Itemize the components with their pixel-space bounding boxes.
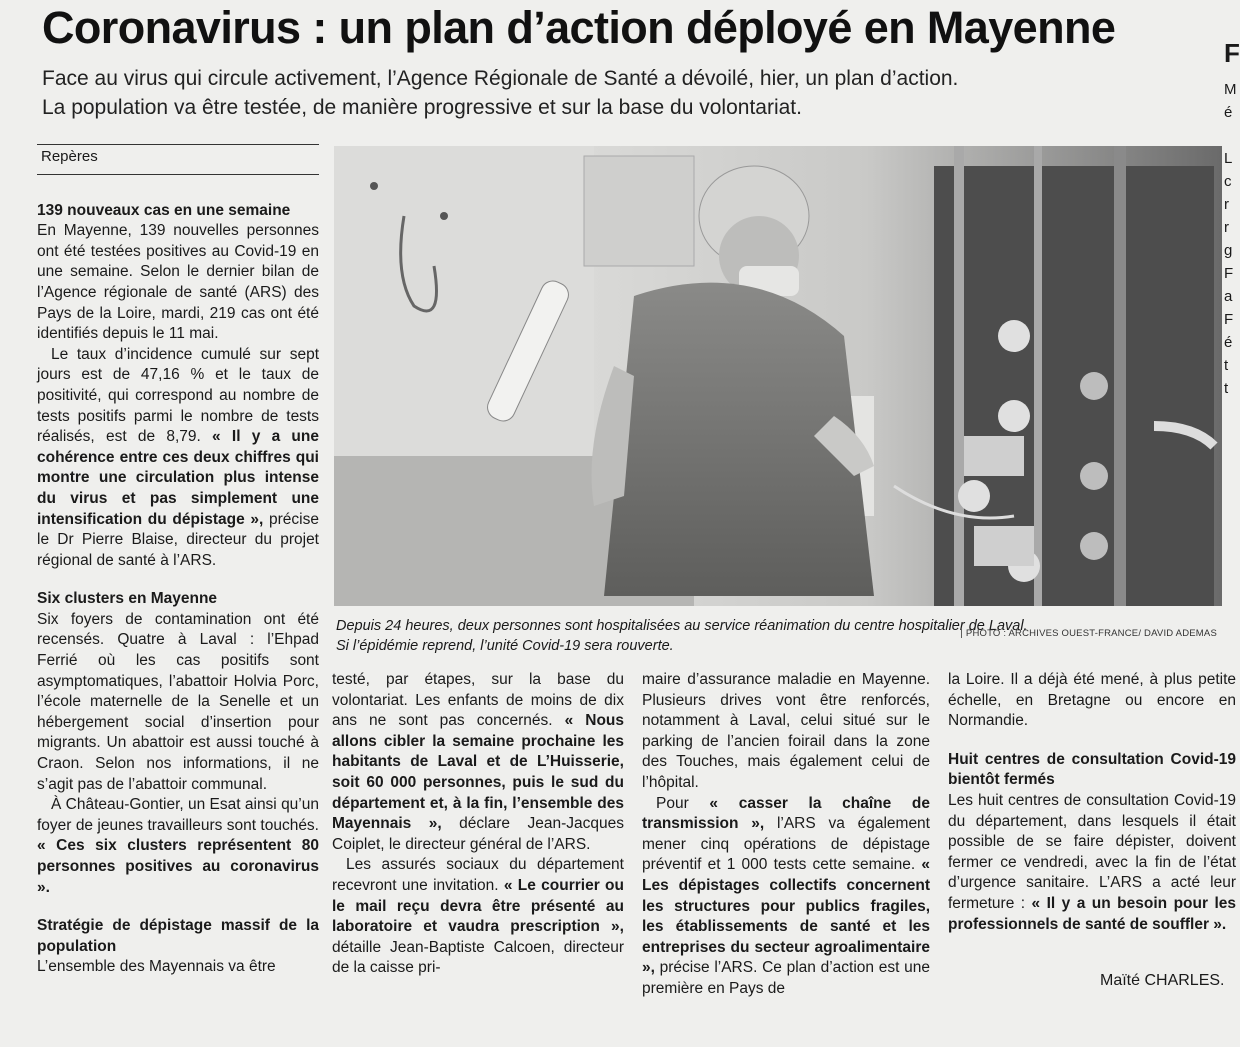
- paragraph: [332, 855, 624, 979]
- quote: « Nous allons cibler la semaine prochaine les habitants de Laval et de L’Huisserie, soit 60 000 personnes, puis le sud du département et, à la fin, l’ensemble des Mayennais »,: [332, 712, 624, 833]
- text-run: Pour: [656, 794, 710, 812]
- quote: « Il y a un besoin pour les professionnels de santé de souffler ».: [948, 894, 1236, 933]
- adjacent-article-title: F: [1224, 38, 1240, 68]
- paragraph: maire d’assurance maladie en Mayenne. Plusieurs drives vont être renforcés, notamment à Laval, celui situé sur le parking de l’ancien foirail dans la zone des Touches, mais également celui de l’hôpital.: [642, 671, 930, 791]
- adjacent-line: F: [1224, 265, 1234, 282]
- adjacent-line: r: [1224, 219, 1229, 236]
- adjacent-line: [1224, 124, 1239, 147]
- text-run: Le taux d’incidence cumulé sur sept jours est de 47,16 % et le taux de positivité, qui correspond au nombre de tests positifs parmi le nombre de tests réalisés, est de 8,79.: [37, 345, 319, 446]
- photo-illustration: [334, 146, 1222, 606]
- standfirst-line-2: La population va être testée, de manière progressive et sur la base du volontariat.: [42, 96, 802, 119]
- text-run: À Château-Gontier, un Esat ainsi qu’un foyer de jeunes travailleurs sont touchés.: [37, 796, 319, 834]
- standfirst-line-1: Face au virus qui circule activement, l’Agence Régionale de Santé a dévoilé, hier, un plan d’action.: [42, 67, 959, 90]
- section-title-centres: Huit centres de consultation Covid-19 bientôt fermés: [948, 750, 1236, 789]
- adjacent-article-fragment: [1224, 38, 1240, 397]
- adjacent-line: M: [1224, 81, 1237, 98]
- adjacent-line: L: [1224, 150, 1233, 167]
- text-run: Les huit centres de consultation Covid-19 du département, dans lesquels il était possible de se faire dépister, doivent fermer ce vendredi, avec la fin de l’état d’urgence sanitaire. L’ARS a acté leur fermeture :: [948, 791, 1236, 912]
- adjacent-line: é: [1224, 334, 1233, 351]
- caption-line-1: Depuis 24 heures, deux personnes sont hospitalisées au service réanimation du centre hospitalier de Laval.: [336, 618, 1028, 634]
- section-title-cases: 139 nouveaux cas en une semaine: [37, 201, 291, 219]
- paragraph: [642, 794, 930, 1000]
- reperes-column: [37, 144, 319, 978]
- adjacent-line: é: [1224, 104, 1233, 121]
- quote: « casser la chaîne de transmission »,: [642, 794, 930, 833]
- body-column-3: [642, 670, 930, 1000]
- paragraph: Six foyers de contamination ont été recensés. Quatre à Laval : l’Ehpad Ferrié où les cas positifs sont asymptomatiques, l’abattoir Holvia Porc, l’école maternelle de la Senelle et un hébergement social d’insertion pour migrants. Un abattoir est aussi touché à Craon. Selon nos informations, il ne s’agit pas de l’abattoir communal.: [37, 610, 319, 793]
- adjacent-line: r: [1224, 196, 1229, 213]
- photo-credit: | PHOTO : ARCHIVES OUEST-FRANCE/ DAVID ADEMAS: [960, 628, 1217, 639]
- paragraph: [37, 795, 319, 898]
- quote: « Le courrier ou le mail reçu devra être présenté au laboratoire et vaudra prescription »,: [332, 876, 624, 936]
- text-run: détaille Jean-Baptiste Calcoen, directeur de la caisse pri-: [332, 938, 624, 977]
- text-run: Les assurés sociaux du département recevront une invitation.: [332, 856, 624, 894]
- paragraph: [332, 670, 624, 855]
- text-run: l’ARS va également mener cinq opérations de dépistage préventif et 1 000 tests cette semaine.: [642, 815, 930, 874]
- text-run: précise l’ARS. Ce plan d’action est une première en Pays de: [642, 959, 930, 997]
- quote: « Ces six clusters représentent 80 personnes positives au coronavirus ».: [37, 837, 319, 896]
- adjacent-line: t: [1224, 380, 1229, 397]
- section-title-strategy: Stratégie de dépistage massif de la population: [37, 917, 319, 955]
- paragraph: [37, 345, 319, 572]
- adjacent-line: c: [1224, 173, 1232, 190]
- section-title-clusters: Six clusters en Mayenne: [37, 590, 218, 608]
- author-signature: Maïté CHARLES.: [1100, 972, 1225, 989]
- body-column-2: [332, 670, 624, 979]
- paragraph: [948, 791, 1236, 935]
- adjacent-line: g: [1224, 242, 1233, 259]
- quote: « Il y a une cohérence entre ces deux chiffres qui montre une circulation plus intense du virus et pas simplement une intensification du dépistage »,: [37, 428, 319, 528]
- paragraph: En Mayenne, 139 nouvelles personnes ont été testées positives au Covid-19 en une semaine. Selon le dernier bilan de l’Agence régionale de santé (ARS) des Pays de la Loire, mardi, 219 cas ont été identifiés depuis le 11 mai.: [37, 222, 319, 343]
- quote: « Les dépistages collectifs concernent les structures pour publics fragiles, les établissements de santé et les entreprises du secteur agroalimentaire »,: [642, 856, 930, 977]
- adjacent-line: a: [1224, 288, 1233, 305]
- caption-line-2: Si l’épidémie reprend, l’unité Covid-19 sera rouverte.: [336, 638, 674, 654]
- adjacent-line: t: [1224, 357, 1229, 374]
- article-headline: Coronavirus : un plan d’action déployé en Mayenne: [42, 2, 1116, 53]
- body-column-4: [948, 670, 1236, 935]
- article-standfirst: [42, 64, 1192, 122]
- text-run: précise le Dr Pierre Blaise, directeur du projet régional de santé à l’ARS.: [37, 510, 319, 569]
- adjacent-line: F: [1224, 311, 1234, 328]
- reperes-label: Repères: [37, 144, 319, 175]
- text-run: déclare Jean-Jacques Coiplet, le directeur général de l’ARS.: [332, 815, 624, 853]
- text-run: testé, par étapes, sur la base du volontariat. Les enfants de moins de dix ans ne sont pas concernés.: [332, 671, 624, 730]
- hospital-photo: [334, 146, 1222, 606]
- paragraph: L’ensemble des Mayennais va être: [37, 958, 276, 976]
- paragraph: la Loire. Il a déjà été mené, à plus petite échelle, en Bretagne ou encore en Normandie.: [948, 671, 1236, 730]
